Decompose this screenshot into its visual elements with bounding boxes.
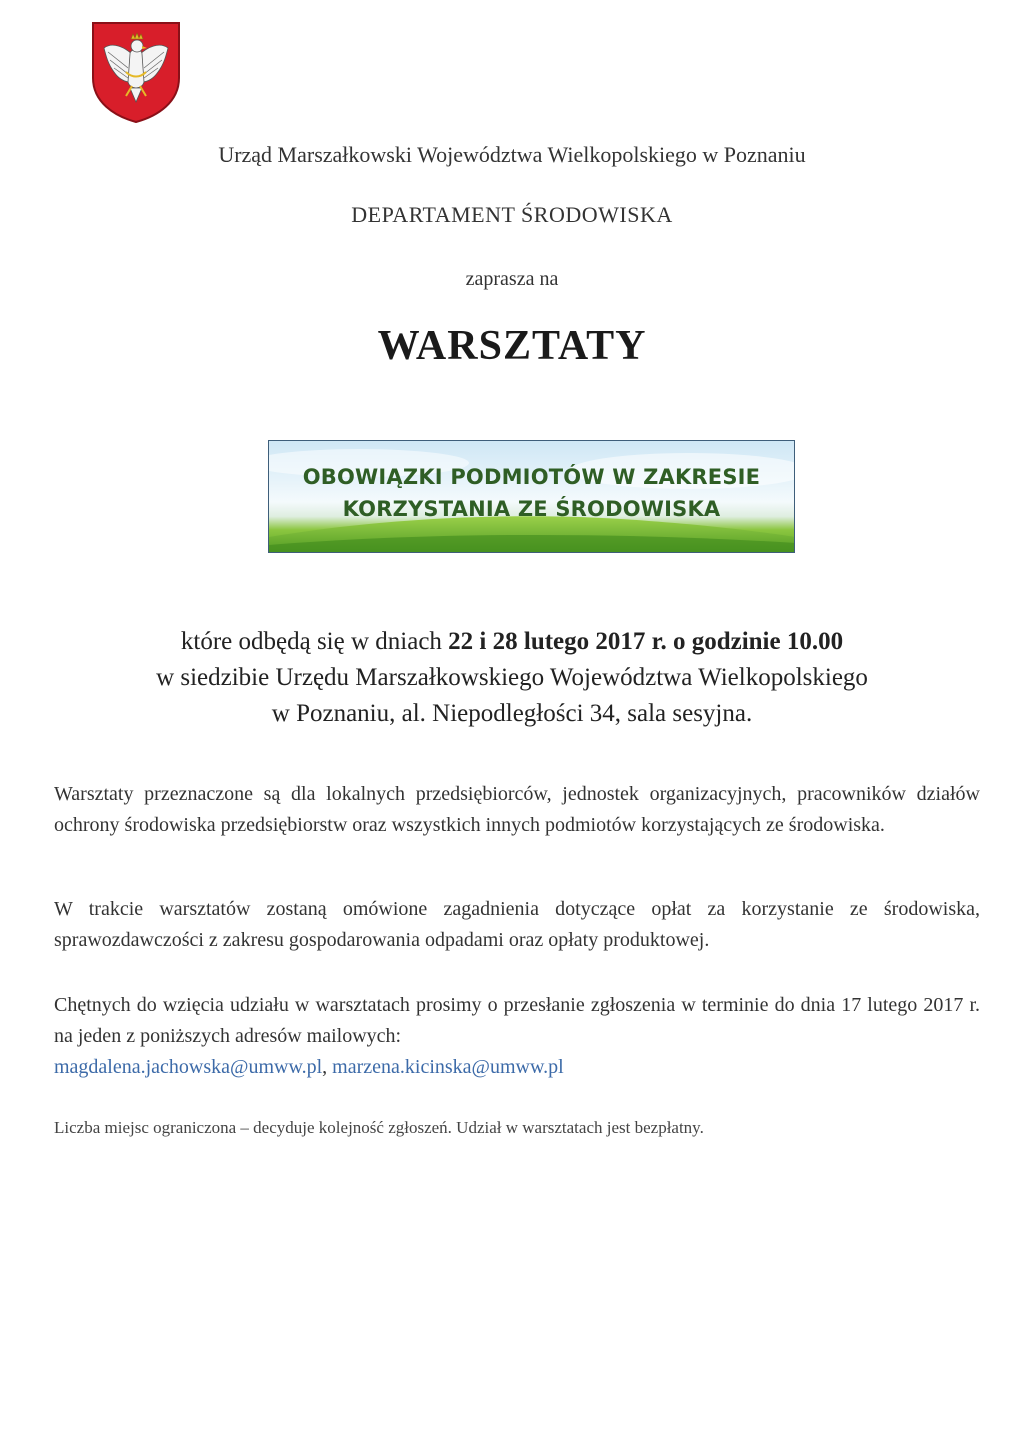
banner-title-line-2: KORZYSTANIA ZE ŚRODOWISKA [342, 497, 721, 521]
email-line [54, 1052, 980, 1083]
eagle-coat-of-arms-icon [90, 20, 182, 124]
office-name: Urząd Marszałkowski Województwa Wielkopolskiego w Poznaniu [218, 142, 806, 167]
page-title: WARSZTATY [377, 323, 647, 369]
registration-paragraph [54, 990, 980, 1083]
invite-text: zaprasza na [465, 268, 559, 290]
event-date-prefix: które odbędą się w dniach [180, 628, 449, 655]
banner-title-line-1: OBOWIĄZKI PODMIOTÓW W ZAKRESIE [302, 465, 761, 489]
event-venue-line: w siedzibie Urzędu Marszałkowskiego Województwa Wielkopolskiego [156, 664, 868, 691]
event-address-line: w Poznaniu, al. Niepodległości 34, sala sesyjna. [271, 700, 753, 727]
event-dates: 22 i 28 lutego 2017 r. o godzinie 10.00 [448, 628, 844, 655]
event-date-line [0, 624, 1024, 660]
email-link-kicinska[interactable]: marzena.kicinska@umww.pl [332, 1056, 564, 1078]
department-name: DEPARTAMENT ŚRODOWISKA [351, 202, 673, 227]
email-separator: , [322, 1056, 333, 1078]
footnote: Liczba miejsc ograniczona – decyduje kolejność zgłoszeń. Udział w warsztatach jest bezpłatny. [54, 1118, 704, 1137]
event-details [0, 624, 1024, 732]
email-link-jachowska[interactable]: magdalena.jachowska@umww.pl [54, 1056, 323, 1078]
topics-paragraph: W trakcie warsztatów zostaną omówione zagadnienia dotyczące opłat za korzystanie ze środowiska, sprawozdawczości z zakresu gospodarowania odpadami oraz opłaty produktowej. [54, 898, 980, 951]
registration-text: Chętnych do wzięcia udziału w warsztatach prosimy o przesłanie zgłoszenia w terminie do dnia 17 lutego 2017 r. na jeden z poniższych adresów mailowych: [54, 994, 980, 1047]
audience-paragraph: Warsztaty przeznaczone są dla lokalnych przedsiębiorców, jednostek organizacyjnych, pracowników działów ochrony środowiska przedsiębiorstw oraz wszystkich innych podmiotów korzystających ze środowiska. [54, 783, 980, 836]
workshop-banner [268, 440, 795, 553]
